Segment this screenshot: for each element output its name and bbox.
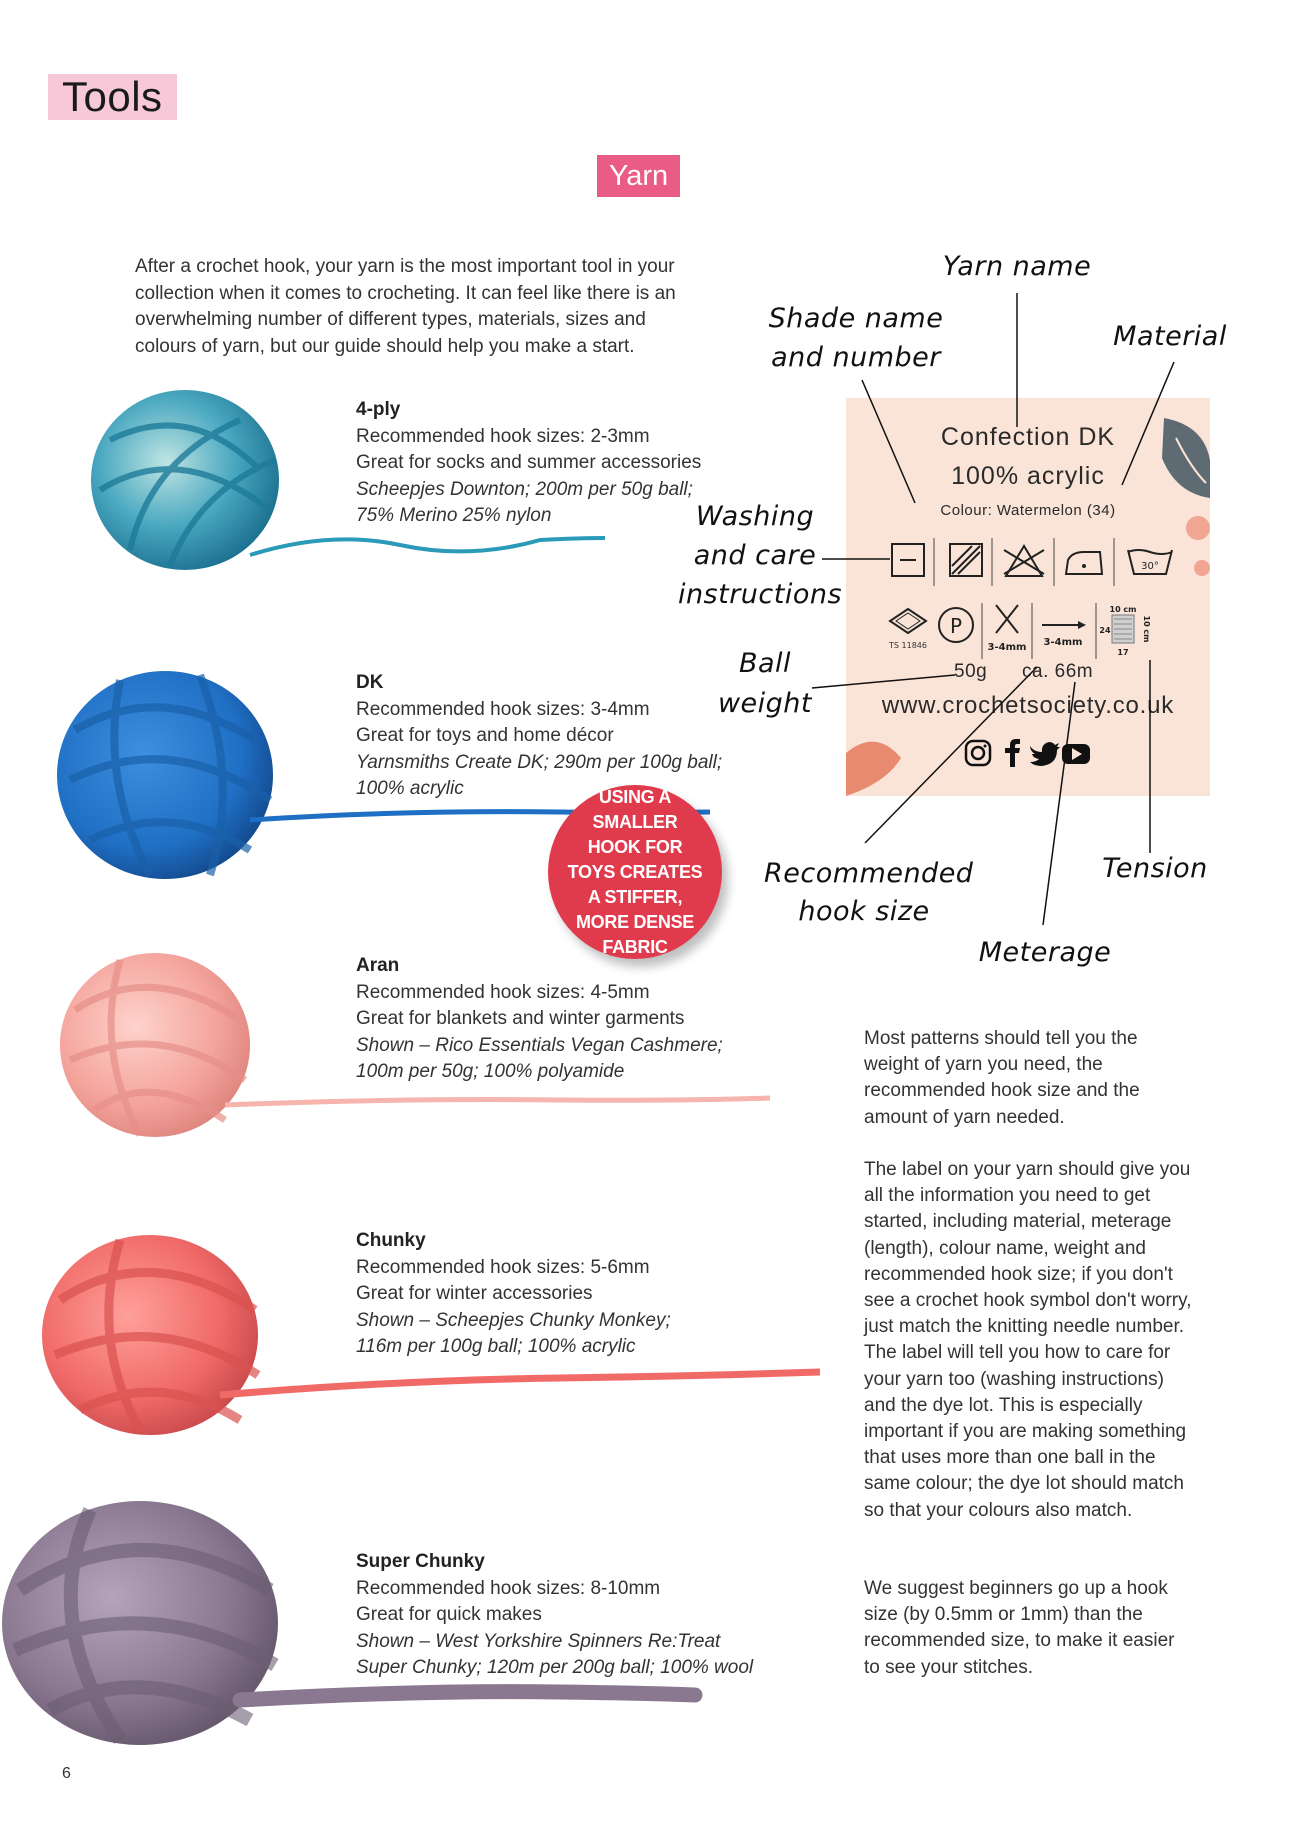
needle-size-text: 3-4mm (1043, 637, 1083, 648)
yarn-shown: Shown – Rico Essentials Vegan Cashmere; (356, 1034, 723, 1056)
wash-temp-text: 30° (1141, 561, 1159, 572)
body-paragraph-3: We suggest beginners go up a hook size (by 0.5mm or 1mm) than the recommended size, to make it easier to see your stitches. (864, 1578, 1175, 1678)
yarn-use: Great for winter accessories (356, 1283, 593, 1304)
yarn-hook-sizes: Recommended hook sizes: 8-10mm (356, 1577, 661, 1599)
annotation-tension: Tension (1102, 853, 1208, 884)
label-website: www.crochetsociety.co.uk (881, 692, 1175, 719)
tension-rows-text: 24 (1099, 626, 1111, 635)
p-symbol-text: P (949, 614, 963, 638)
yarn-use: Great for quick makes (356, 1604, 542, 1625)
annotation-washing-line-1: Washing (695, 501, 815, 532)
yarn-hook-sizes: Recommended hook sizes: 3-4mm (356, 698, 650, 720)
yarn-use: Great for blankets and winter garments (356, 1008, 685, 1029)
leader-ball-weight (812, 675, 955, 688)
yarn-title: 4-ply (356, 399, 401, 420)
tip-callout-text: USING A SMALLER HOOK FOR TOYS CREATES A STIFFER, MORE DENSE FABRIC (567, 786, 703, 957)
yarn-hook-sizes: Recommended hook sizes: 4-5mm (356, 981, 650, 1003)
section-tag-yarn: Yarn (597, 155, 680, 197)
annotation-material: Material (1113, 321, 1227, 352)
yarn-block-super-chunky (356, 1549, 776, 1682)
annotation-yarn-name: Yarn name (942, 251, 1092, 282)
leader-shade (862, 380, 915, 503)
annotation-shade-line-1: Shade name (768, 303, 944, 334)
yarn-title: DK (356, 672, 384, 693)
hook-size-text: 3-4mm (987, 642, 1027, 653)
intro-paragraph: After a crochet hook, your yarn is the most important tool in your collection when it comes to crocheting. It can feel like there is an overwhelming number of different types, materials, sizes and colours of yarn, but our guide should help you make a start. (135, 256, 676, 357)
label-yarn-name: Confection DK (940, 423, 1116, 451)
annotation-hook-line-2: hook size (798, 896, 930, 927)
label-material: 100% acrylic (951, 462, 1105, 490)
tension-side-text: 10 cm (1142, 615, 1151, 643)
annotation-ball-line-2: weight (717, 688, 813, 719)
yarn-use: Great for socks and summer accessories (356, 452, 702, 473)
yarn-title: Aran (356, 955, 400, 976)
leader-material (1122, 362, 1174, 485)
body-paragraph-2: The label on your yarn should give you all the information you need to get started, including material, meterage (length), colour name, weight and recommended hook size; if you don't see a crochet hook symbol don't worry, just match the knitting needle number. The label will tell you how to care for your yarn too (washing instructions) and the dye lot. This is especially important if you are making something that uses more than one ball in the same colour; the dye lot should match so that your colours also match. (864, 1159, 1192, 1521)
yarn-shown-2: 116m per 100g ball; 100% acrylic (356, 1336, 636, 1357)
label-colour: Colour: Watermelon (34) (940, 502, 1116, 519)
annotation-meterage: Meterage (978, 937, 1112, 968)
yarn-title: Super Chunky (356, 1551, 485, 1572)
yarn-shown-2: Super Chunky; 120m per 200g ball; 100% wool (356, 1657, 754, 1678)
tension-sts-text: 17 (1117, 648, 1129, 657)
annotation-hook-line-1: Recommended (764, 858, 974, 889)
yarn-hook-sizes: Recommended hook sizes: 5-6mm (356, 1256, 650, 1278)
label-weight: 50g (954, 661, 988, 682)
yarn-hook-sizes: Recommended hook sizes: 2-3mm (356, 425, 650, 447)
leader-hook-size (865, 667, 1037, 843)
yarn-shown: Yarnsmiths Create DK; 290m per 100g ball; (356, 751, 723, 773)
annotation-ball-line-1: Ball (738, 648, 792, 679)
yarn-shown-2: 100% acrylic (356, 778, 464, 799)
yarn-shown: Shown – West Yorkshire Spinners Re:Treat (356, 1630, 721, 1652)
label-length: ca. 66m (1022, 661, 1094, 682)
yarn-shown-2: 100m per 50g; 100% polyamide (356, 1061, 625, 1082)
annotation-washing-line-2: and care (693, 540, 817, 571)
section-tag-tools: Tools (48, 74, 177, 120)
yarn-use: Great for toys and home décor (356, 725, 614, 746)
yarn-shown: Shown – Scheepjes Chunky Monkey; (356, 1309, 671, 1331)
page-number: 6 (62, 1765, 71, 1782)
tension-top-text: 10 cm (1109, 605, 1137, 614)
yarn-title: Chunky (356, 1230, 426, 1251)
yarn-shown: Scheepjes Downton; 200m per 50g ball; (356, 478, 693, 500)
body-paragraph-1: Most patterns should tell you the weight of yarn you need, the recommended hook size and the amount of yarn needed. (864, 1028, 1140, 1128)
leader-meterage (1043, 682, 1075, 925)
yarn-shown-2: 75% Merino 25% nylon (356, 505, 552, 526)
yarn-block-chunky (356, 1228, 776, 1361)
annotation-shade-line-2: and number (771, 342, 941, 373)
ts-number-text: TS 11846 (889, 641, 927, 650)
annotation-washing-line-3: instructions (677, 579, 843, 610)
